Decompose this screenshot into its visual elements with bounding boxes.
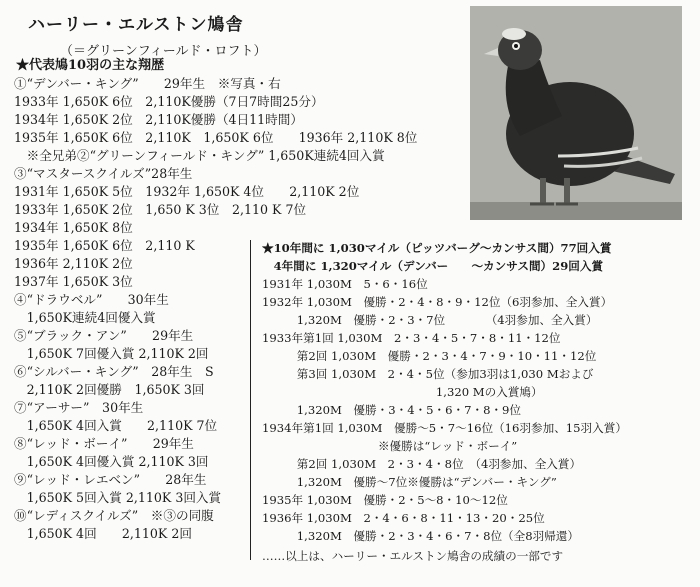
record-line: ⑤“ブラック・アン” 29年生	[14, 328, 194, 343]
record-line: 1931年 1,030M 5・6・16位	[262, 277, 428, 291]
pigeon-photo	[470, 6, 682, 220]
record-line: ⑦“アーサー” 30年生	[14, 400, 144, 415]
record-line: ⑥“シルバー・キング” 28年生 S	[14, 364, 214, 379]
summary-line: ★10年間に 1,030マイル（ピッツバーグ～カンサス間）77回入賞	[262, 241, 612, 255]
record-line: 1,650K 4回 2,110K 2回	[14, 526, 192, 541]
record-line: 1,650K 4回優入賞 2,110K 3回	[14, 454, 209, 469]
record-line: 1,650K 5回入賞 2,110K 3回入賞	[14, 490, 222, 505]
record-line: 1933年 1,650K 2位 1,650 K 3位 2,110 K 7位	[14, 202, 307, 217]
record-line: ①“デンバー・キング” 29年生 ※写真・右	[14, 76, 281, 91]
record-line: 第2回 1,030M 2・3・4・8位 （4羽参加、全入賞）	[262, 457, 582, 471]
record-line: 第3回 1,030M 2・4・5位（参加3羽は1,030 Mおよび	[262, 367, 594, 381]
section-heading: ★代表鳩10羽の主な翔歴	[16, 58, 165, 73]
record-line: 1936年 1,030M 2・4・6・8・11・13・20・25位	[262, 511, 545, 525]
record-line: 1934年 1,650K 8位	[14, 220, 133, 235]
record-line: 1934年第1回 1,030M 優勝～5・7～16位（16羽参加、15羽入賞）	[262, 421, 627, 435]
record-line: 2,110K 2回優勝 1,650K 3回	[14, 382, 205, 397]
record-line: 1,320 Mの入賞鳩）	[262, 385, 543, 399]
record-line: 1,320M 優勝・2・3・4・6・7・8位（全8羽帰還）	[262, 529, 579, 543]
record-line: 1935年 1,650K 6位 2,110 K	[14, 238, 195, 253]
summary-line: 4年間に 1,320マイル（デンバー ～カンサス間）29回入賞	[262, 259, 604, 273]
record-line: 1,320M 優勝・2・3・7位 （4羽参加、全入賞）	[262, 313, 598, 327]
record-line: ⑩“レディスクイルズ” ※③の同腹	[14, 508, 214, 523]
record-line: 1937年 1,650K 3位	[14, 274, 133, 289]
record-line: 1936年 2,110K 2位	[14, 256, 133, 271]
record-line: ⑧“レッド・ボーイ” 29年生	[14, 436, 194, 451]
record-line: ⑨“レッド・レエベン” 28年生	[14, 472, 207, 487]
record-line: 1933年 1,650K 6位 2,110K優勝（7日7時間25分）	[14, 94, 324, 109]
record-line: ※優勝は“レッド・ボーイ”	[262, 439, 518, 453]
page-title: ハーリー・エルストン鳩舎	[28, 15, 244, 35]
record-line: 1935年 1,030M 優勝・2・5～8・10～12位	[262, 493, 508, 507]
column-divider	[250, 240, 251, 560]
record-line: 1933年第1回 1,030M 2・3・4・5・7・8・11・12位	[262, 331, 561, 345]
record-line: 1932年 1,030M 優勝・2・4・8・9・12位（6羽参加、全入賞）	[262, 295, 613, 309]
record-line: 第2回 1,030M 優勝・2・3・4・7・9・10・11・12位	[262, 349, 597, 363]
footer-note: ……以上は、ハーリー・エルストン鳩舎の成績の一部です	[262, 549, 564, 563]
record-line: 1,650K連続4回優入賞	[14, 310, 156, 325]
record-line: ④“ドラウベル” 30年生	[14, 292, 169, 307]
record-line: ③“マスタースクイルズ”28年生	[14, 166, 193, 181]
page-subtitle: （＝グリーンフィールド・ロフト）	[60, 44, 267, 59]
record-line: 1931年 1,650K 5位 1932年 1,650K 4位 2,110K 2位	[14, 184, 360, 199]
record-line: 1,320M 優勝・3・4・5・6・7・8・9位	[262, 403, 522, 417]
record-line: 1935年 1,650K 6位 2,110K 1,650K 6位 1936年 2,110K 8位	[14, 130, 418, 145]
record-line: ※全兄弟②“グリーンフィールド・キング” 1,650K連続4回入賞	[14, 148, 385, 163]
record-line: 1,650K 4回入賞 2,110K 7位	[14, 418, 218, 433]
record-line: 1934年 1,650K 2位 2,110K優勝（4日11時間）	[14, 112, 303, 127]
record-line: 1,320M 優勝～7位※優勝は“デンバー・キング”	[262, 475, 557, 489]
record-line: 1,650K 7回優入賞 2,110K 2回	[14, 346, 209, 361]
